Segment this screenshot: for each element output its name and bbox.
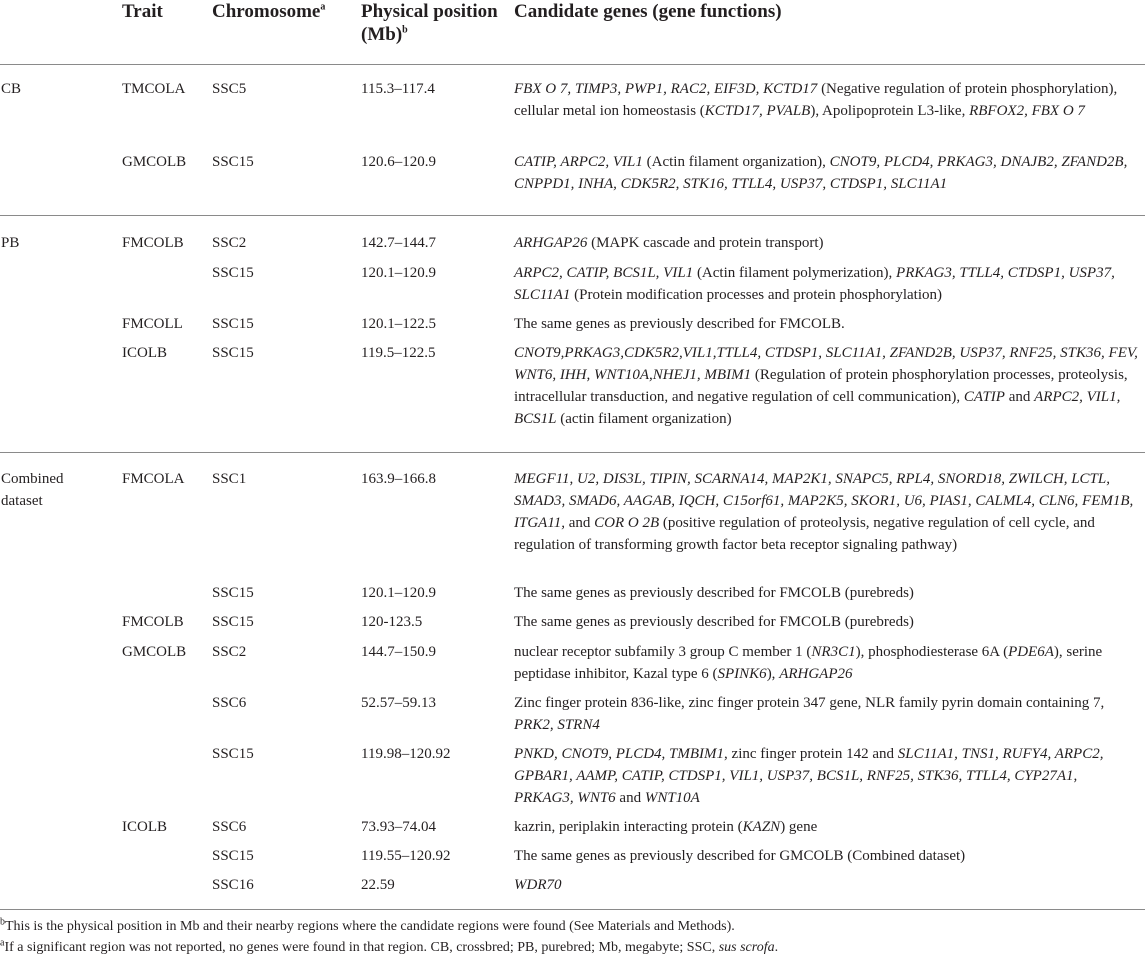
trait-cell: FMCOLB [122,614,184,630]
genes-cell: kazrin, periplakin interacting protein (KAZN) gene [514,819,818,835]
genes-cell: nuclear receptor subfamily 3 group C member 1 (NR3C1), phosphodiesterase 6A (PDE6A), serine peptidase inhibitor, Kazal type 6 (SPINK6), ARHGAP26 [514,644,1103,682]
genes-cell: MEGF11, U2, DIS3L, TIPIN, SCARNA14, MAP2K1, SNAPC5, RPL4, SNORD18, ZWILCH, LCTL, SMAD3, SMAD6, AAGAB, IQCH, C15orf61, MAP2K5, SKOR1, U6, PIAS1, CALML4, CLN6, FEM1B, ITGA11, and COR O 2B (positive regulation of proteolysis, negative regulation of cell cycle, and regulation of transforming growth factor beta receptor signaling pathway) [514,471,1134,553]
group-label: PB [1,235,20,251]
position-cell: 73.93–74.04 [361,819,436,835]
genes-cell: ARHGAP26 (MAPK cascade and protein transport) [514,235,824,251]
trait-cell: GMCOLB [122,154,187,170]
chromosome-cell: SSC15 [212,746,254,762]
genes-cell: The same genes as previously described for FMCOLB. [514,316,845,332]
trait-cell: ICOLB [122,819,167,835]
position-cell: 119.5–122.5 [361,345,436,361]
chromosome-cell: SSC5 [212,81,247,97]
position-cell: 144.7–150.9 [361,644,436,660]
position-cell: 115.3–117.4 [361,81,435,97]
genes-cell: The same genes as previously described for FMCOLB (purebreds) [514,614,914,630]
trait-cell: ICOLB [122,345,167,361]
position-cell: 52.57–59.13 [361,695,436,711]
genes-cell: Zinc finger protein 836-like, zinc finger protein 347 gene, NLR family pyrin domain containing 7, PRK2, STRN4 [514,695,1105,733]
genes-cell: PNKD, CNOT9, PLCD4, TMBIM1, zinc finger protein 142 and SLC11A1, TNS1, RUFY4, ARPC2, GPBAR1, AAMP, CATIP, CTDSP1, VIL1, USP37, BCS1L, RNF25, STK36, TTLL4, CYP27A1, PRKAG3, WNT6 and WNT10A [514,746,1104,806]
chromosome-cell: SSC15 [212,316,254,332]
section-rule [0,452,1145,453]
position-cell: 119.55–120.92 [361,848,451,864]
header-rule [0,64,1145,65]
header-physical-position: Physical position $(Mb)^b$ [361,1,498,45]
section-rule [0,215,1145,216]
footnote-b: $^b$This is the physical position in Mb and their nearby regions where the candidate regions were found (See Materials and Methods). [0,916,735,934]
chromosome-cell: SSC6 [212,819,247,835]
genes-cell: The same genes as previously described for FMCOLB (purebreds) [514,585,914,601]
chromosome-cell: SSC15 [212,345,254,361]
position-cell: 142.7–144.7 [361,235,436,251]
position-cell: 163.9–166.8 [361,471,436,487]
position-cell: 120.6–120.9 [361,154,436,170]
group-label: Combined dataset [1,471,64,509]
chromosome-cell: SSC15 [212,154,254,170]
genes-cell: ARPC2, CATIP, BCS1L, VIL1 (Actin filament polymerization), PRKAG3, TTLL4, CTDSP1, USP37, SLC11A1 (Protein modification processes and protein phosphorylation) [514,265,1115,303]
position-cell: 119.98–120.92 [361,746,451,762]
position-cell: 120.1–120.9 [361,265,436,281]
trait-cell: GMCOLB [122,644,187,660]
trait-cell: FMCOLB [122,235,184,251]
genes-cell: WDR70 [514,877,562,893]
position-cell: 22.59 [361,877,395,893]
chromosome-cell: SSC2 [212,235,247,251]
genes-cell: FBX O 7, TIMP3, PWP1, RAC2, EIF3D, KCTD17 (Negative regulation of protein phosphorylation), cellular metal ion homeostasis (KCTD17, PVALB), Apolipoprotein L3-like, RBFOX2, FBX O 7 [514,81,1118,119]
footnote-a: $^a$If a significant region was not reported, no genes were found in that region. CB, crossbred; PB, purebred; Mb, megabyte; SSC, sus scrofa. [0,937,779,955]
chromosome-cell: SSC16 [212,877,254,893]
table-header [0,0,1145,64]
chromosome-cell: SSC15 [212,265,254,281]
table-bottom-rule [0,909,1145,910]
genes-cell: CNOT9,PRKAG3,CDK5R2,VIL1,TTLL4, CTDSP1, SLC11A1, ZFAND2B, USP37, RNF25, STK36, FEV, WNT6, IHH, WNT10A,NHEJ1, MBIM1 (Regulation of protein phosphorylation processes, proteolysis, intracellular transduction, and negative regulation of cell communication), CATIP and ARPC2, VIL1, BCS1L (actin filament organization) [514,345,1138,427]
chromosome-cell: SSC2 [212,644,247,660]
trait-cell: FMCOLL [122,316,183,332]
trait-cell: TMCOLA [122,81,186,97]
chromosome-cell: SSC6 [212,695,247,711]
chromosome-cell: SSC15 [212,585,254,601]
genes-cell: CATIP, ARPC2, VIL1 (Actin filament organization), CNOT9, PLCD4, PRKAG3, DNAJB2, ZFAND2B, CNPPD1, INHA, CDK5R2, STK16, TTLL4, USP37, CTDSP1, SLC11A1 [514,154,1128,192]
position-cell: 120.1–122.5 [361,316,436,332]
position-cell: 120-123.5 [361,614,423,630]
header-chromosome: Chromosome$^a$ [212,1,326,22]
chromosome-cell: SSC15 [212,848,254,864]
group-label: CB [1,81,22,97]
chromosome-cell: SSC15 [212,614,254,630]
header-trait: Trait [122,1,163,22]
header-candidate-genes: Candidate genes (gene functions) [514,1,782,22]
genes-cell: The same genes as previously described for GMCOLB (Combined dataset) [514,848,966,864]
trait-cell: FMCOLA [122,471,185,487]
position-cell: 120.1–120.9 [361,585,436,601]
chromosome-cell: SSC1 [212,471,247,487]
